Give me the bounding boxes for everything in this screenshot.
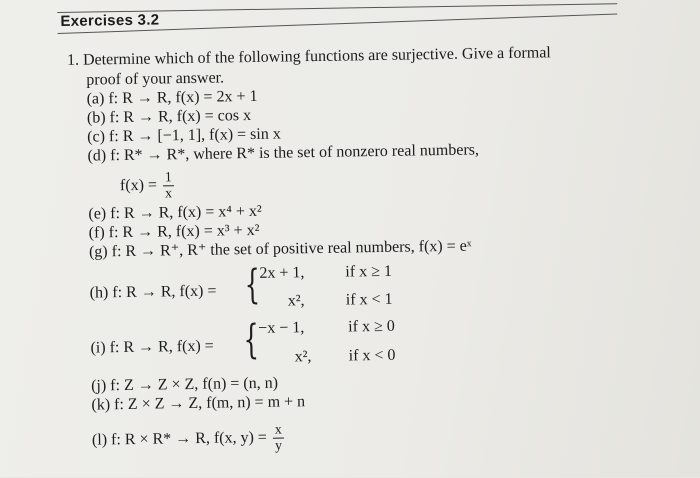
item-i-text: f: R → R, f(x) = xyxy=(109,337,214,357)
item-f-text: f: R → R, f(x) = x³ + x² xyxy=(108,221,260,242)
item-c xyxy=(87,126,281,147)
item-c-text: f: R → [−1, 1], f(x) = sin x xyxy=(108,125,281,146)
item-k-text: f: Z × Z → Z, f(m, n) = m + n xyxy=(113,393,306,414)
item-g-text: f: R → R⁺, R⁺ the set of positive real numbers, f(x) = eˣ xyxy=(111,237,472,261)
item-l-fraction xyxy=(273,423,284,454)
item-a-label: (a) xyxy=(86,90,105,108)
item-k xyxy=(91,393,305,414)
item-d-label: (d) xyxy=(87,147,107,165)
item-d-formula xyxy=(120,170,176,202)
item-e xyxy=(88,203,262,224)
item-b xyxy=(87,107,251,128)
item-d-fraction xyxy=(163,170,174,201)
item-h-cond1: if x ≥ 1 xyxy=(345,262,393,281)
item-l-denominator: y xyxy=(274,438,283,454)
item-i-cond1: if x ≥ 0 xyxy=(348,317,395,336)
item-l xyxy=(92,423,286,457)
item-j-label: (j) xyxy=(90,377,107,395)
item-i-brace: { xyxy=(243,316,260,364)
item-i-case2: x², xyxy=(294,348,312,366)
problem-intro-text: Determine which of the following functions are surjective. Give a formal xyxy=(82,44,551,69)
item-d-text: f: R* → R*, where R* is the set of nonzero real numbers, xyxy=(110,141,480,165)
problem-intro-line2: proof of your answer. xyxy=(86,69,225,89)
item-g-label: (g) xyxy=(88,243,108,261)
item-i-cond2: if x < 0 xyxy=(348,346,396,365)
item-d-fx: f(x) = xyxy=(119,176,158,195)
item-l-text: f: R × R* → R, f(x, y) = xyxy=(110,428,268,449)
problem-intro-line1 xyxy=(67,44,551,70)
item-j xyxy=(91,375,278,396)
item-h-brace: { xyxy=(244,261,261,309)
item-k-label: (k) xyxy=(91,396,111,414)
item-h-label: (h) xyxy=(89,284,109,302)
item-l-numerator: x xyxy=(273,423,284,439)
section-title: Exercises 3.2 xyxy=(60,11,160,30)
item-f-label: (f) xyxy=(88,224,105,242)
item-b-label: (b) xyxy=(86,109,106,127)
item-h xyxy=(90,283,217,303)
item-j-text: f: Z → Z × Z, f(n) = (n, n) xyxy=(110,374,279,395)
item-e-label: (e) xyxy=(88,205,107,223)
item-a-text: f: R → R, f(x) = 2x + 1 xyxy=(108,87,258,108)
item-i-case1: −x − 1, xyxy=(258,319,305,337)
item-d-denominator: x xyxy=(165,186,173,202)
item-l-label: (l) xyxy=(91,431,108,449)
item-e-text: f: R → R, f(x) = x⁴ + x² xyxy=(110,202,262,223)
item-h-text: f: R → R, f(x) = xyxy=(112,282,217,302)
item-i xyxy=(90,338,214,358)
item-f xyxy=(89,222,260,243)
problem-number: 1. xyxy=(66,51,80,69)
item-d-numerator: 1 xyxy=(163,170,174,186)
item-b-text: f: R → R, f(x) = cos x xyxy=(109,107,252,127)
item-c-label: (c) xyxy=(87,128,106,146)
item-h-case1: 2x + 1, xyxy=(259,264,305,282)
item-a xyxy=(86,88,257,109)
item-i-label: (i) xyxy=(90,339,106,357)
item-h-cond2: if x < 1 xyxy=(345,290,393,309)
item-h-case2: x², xyxy=(287,292,305,310)
